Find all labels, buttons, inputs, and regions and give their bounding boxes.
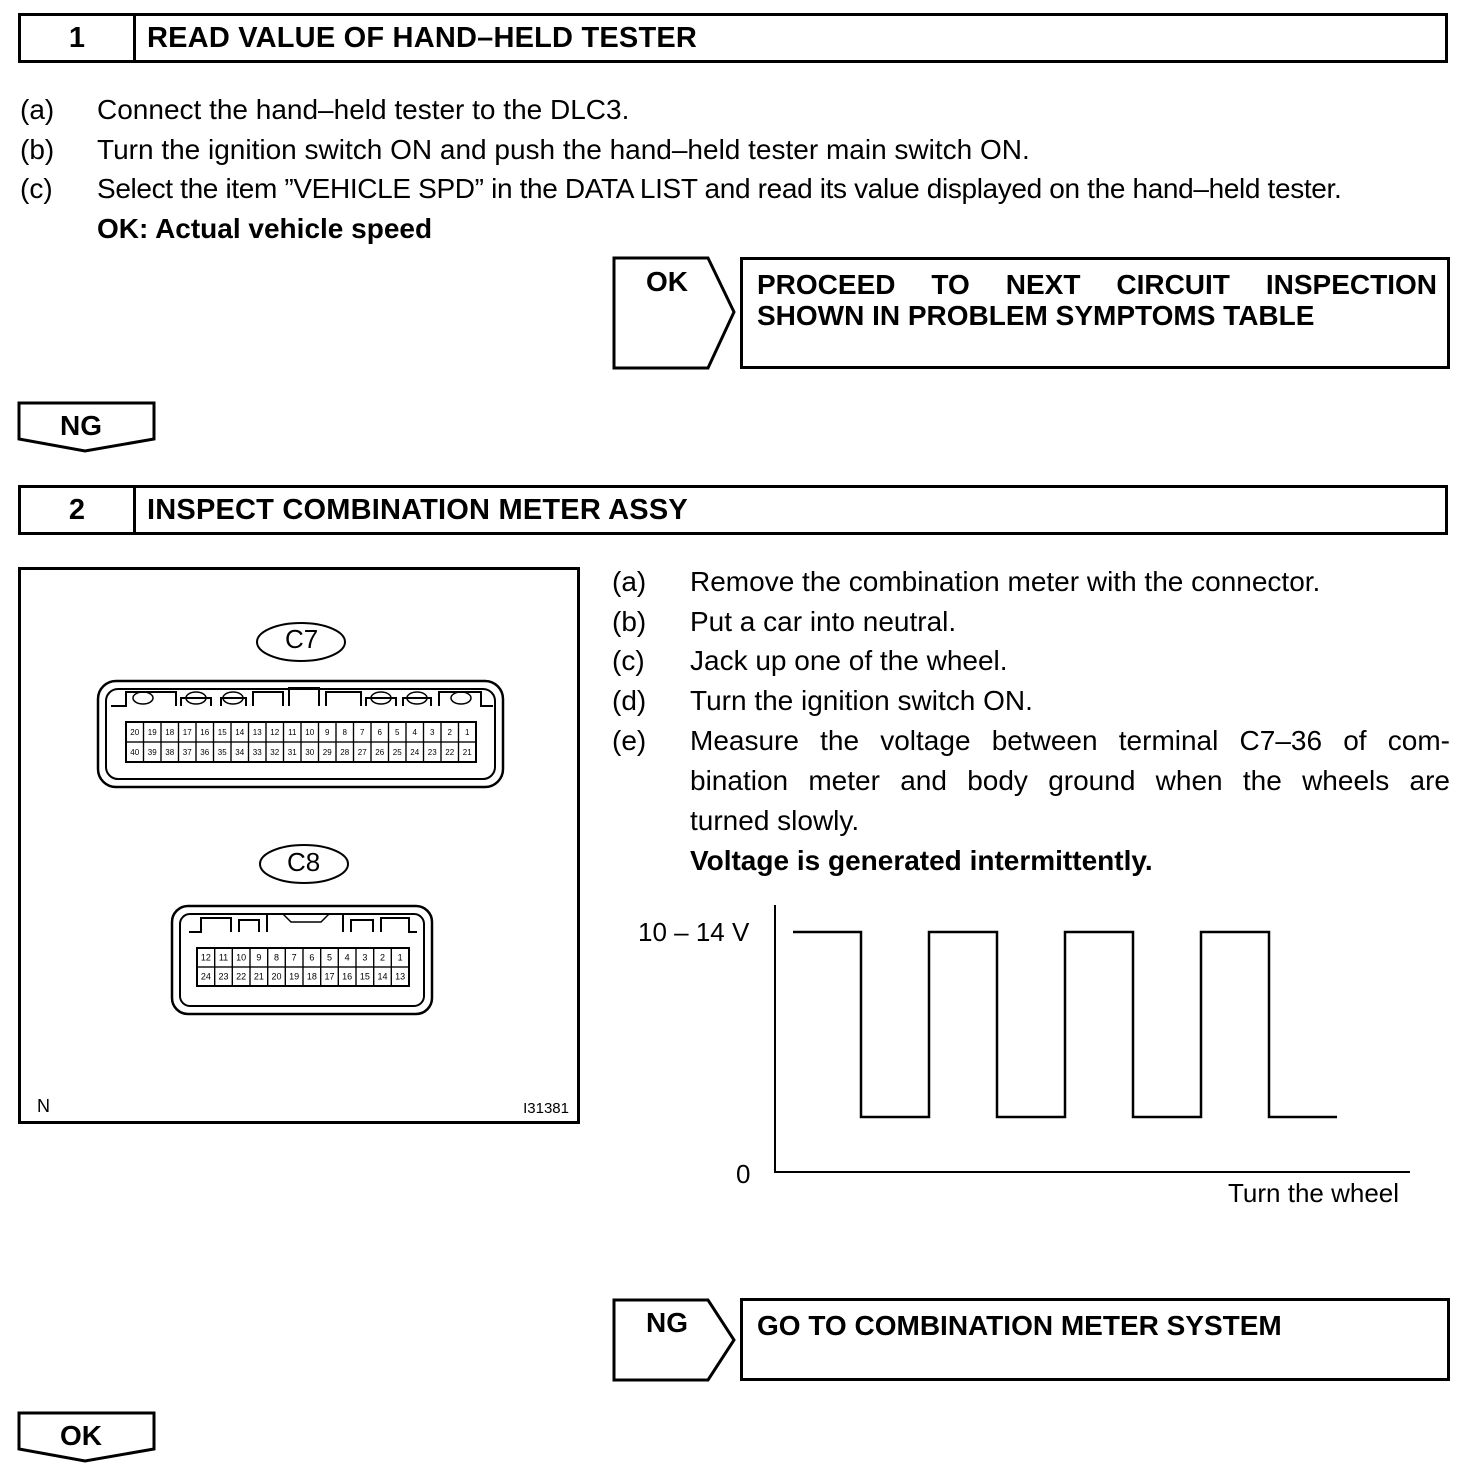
step1-item-a-label: (a) — [20, 94, 55, 125]
step2-item-a-text: Remove the combination meter with the connector. — [690, 566, 1321, 597]
step2-item-d-text: Turn the ignition switch ON. — [690, 685, 1033, 716]
pin-number: 20 — [130, 727, 140, 737]
pin-number: 16 — [200, 727, 210, 737]
step2-number: 2 — [21, 488, 136, 532]
pin-number: 10 — [236, 952, 247, 963]
pin-number: 19 — [289, 971, 300, 982]
pin-number: 1 — [465, 727, 470, 737]
step1-ok-result-line2: SHOWN IN PROBLEM SYMPTOMS TABLE — [757, 300, 1315, 331]
pin-number: 1 — [397, 952, 403, 963]
pin-number: 9 — [256, 952, 262, 963]
step2-ng-label: NG — [646, 1307, 688, 1338]
waveform-series-line — [793, 932, 1337, 1117]
pin-number: 30 — [305, 747, 315, 757]
pin-number: 18 — [165, 727, 175, 737]
step2-item-a-label: (a) — [612, 566, 647, 597]
step2-ok-label: OK — [60, 1420, 102, 1451]
step1-item-c-label: (c) — [20, 173, 53, 204]
step1-header — [18, 13, 1448, 63]
pin-number: 17 — [182, 727, 192, 737]
pin-number: 22 — [445, 747, 455, 757]
pin-number: 7 — [291, 952, 297, 963]
pin-number: 15 — [359, 971, 370, 982]
pin-number: 37 — [182, 747, 192, 757]
step2-item-b-text: Put a car into neutral. — [690, 606, 957, 637]
pin-number: 39 — [147, 747, 157, 757]
pin-number: 14 — [377, 971, 388, 982]
step2-ng-result-box — [740, 1298, 1450, 1381]
pin-number: 15 — [217, 727, 227, 737]
pin-number: 2 — [447, 727, 452, 737]
pin-number: 21 — [253, 971, 264, 982]
step1-item-b-label: (b) — [20, 134, 55, 165]
step1-ok-result-line1: PROCEED TO NEXT CIRCUIT INSPECTION — [757, 269, 1437, 300]
pin-number: 8 — [342, 727, 347, 737]
waveform-high-label: 10 – 14 V — [638, 917, 750, 947]
step2-item-c-text: Jack up one of the wheel. — [690, 645, 1008, 676]
step1-ok-label: OK — [646, 266, 688, 297]
step2-item-e-line2: bination meter and body ground when the wheels are — [690, 765, 1450, 796]
pin-number: 14 — [235, 727, 245, 737]
pin-number: 6 — [377, 727, 382, 737]
pin-number: 3 — [430, 727, 435, 737]
pin-number: 4 — [344, 952, 350, 963]
step2-criteria: Voltage is generated intermittently. — [690, 845, 1153, 876]
figure-id: I31381 — [523, 1100, 569, 1117]
pin-number: 19 — [147, 727, 157, 737]
step1-number: 1 — [21, 16, 136, 60]
pin-number: 20 — [271, 971, 282, 982]
pin-number: 22 — [236, 971, 247, 982]
step2-item-e-label: (e) — [612, 725, 647, 756]
pin-number: 24 — [200, 971, 211, 982]
pin-number: 23 — [427, 747, 437, 757]
step1-title: READ VALUE OF HAND–HELD TESTER — [147, 21, 698, 54]
connector-figure — [18, 567, 580, 1124]
pin-number: 13 — [252, 727, 262, 737]
step1-ok-result-box — [740, 257, 1450, 369]
pin-number: 12 — [270, 727, 280, 737]
pin-number: 13 — [395, 971, 406, 982]
pin-number: 31 — [287, 747, 297, 757]
step2-item-e-line3: turned slowly. — [690, 805, 860, 836]
pin-number: 35 — [217, 747, 227, 757]
pin-number: 10 — [305, 727, 315, 737]
waveform-zero-label: 0 — [736, 1159, 751, 1189]
pin-number: 17 — [324, 971, 335, 982]
pin-number: 34 — [235, 747, 245, 757]
connector-c8-label: C8 — [287, 847, 321, 877]
step2-item-b-label: (b) — [612, 606, 647, 637]
step1-item-a-text: Connect the hand–held tester to the DLC3. — [97, 94, 630, 125]
step1-item-c-text: Select the item ”VEHICLE SPD” in the DATA LIST and read its value displayed on the hand–held tester. — [97, 173, 1342, 204]
pin-number: 4 — [412, 727, 417, 737]
pin-number: 5 — [395, 727, 400, 737]
pin-number: 9 — [325, 727, 330, 737]
step2-item-d-label: (d) — [612, 685, 647, 716]
pin-number: 23 — [218, 971, 229, 982]
step2-header — [18, 485, 1448, 535]
pin-number: 40 — [130, 747, 140, 757]
connector-c7-label: C7 — [285, 624, 319, 654]
step2-title: INSPECT COMBINATION METER ASSY — [147, 493, 688, 526]
step2-item-c-label: (c) — [612, 645, 645, 676]
pin-number: 36 — [200, 747, 210, 757]
step2-item-e-line1: Measure the voltage between terminal C7–36 of com- — [690, 725, 1450, 756]
pin-number: 32 — [270, 747, 280, 757]
figure-corner-label: N — [37, 1096, 50, 1116]
pin-number: 8 — [273, 952, 280, 963]
pin-number: 6 — [309, 952, 315, 963]
pin-number: 11 — [218, 952, 229, 963]
step2-ng-result-text: GO TO COMBINATION METER SYSTEM — [757, 1310, 1282, 1341]
pin-number: 21 — [462, 747, 472, 757]
waveform-x-label: Turn the wheel — [1228, 1178, 1400, 1208]
pin-number: 38 — [165, 747, 175, 757]
step1-item-b-text: Turn the ignition switch ON and push the hand–held tester main switch ON. — [97, 134, 1030, 165]
step1-ok-criteria: OK: Actual vehicle speed — [97, 213, 433, 244]
pin-number: 26 — [375, 747, 385, 757]
pin-number: 18 — [306, 971, 317, 982]
pin-number: 29 — [322, 747, 332, 757]
pin-number: 3 — [362, 952, 368, 963]
pin-number: 7 — [360, 727, 365, 737]
pin-number: 24 — [410, 747, 420, 757]
step1-ng-label: NG — [60, 410, 102, 441]
pin-number: 16 — [342, 971, 353, 982]
pin-number: 27 — [357, 747, 367, 757]
pin-number: 33 — [252, 747, 262, 757]
pin-number: 5 — [326, 952, 333, 963]
pin-number: 11 — [288, 727, 297, 737]
pin-number: 2 — [379, 952, 386, 963]
pin-number: 12 — [200, 952, 211, 963]
pin-number: 28 — [340, 747, 350, 757]
pin-number: 25 — [392, 747, 402, 757]
